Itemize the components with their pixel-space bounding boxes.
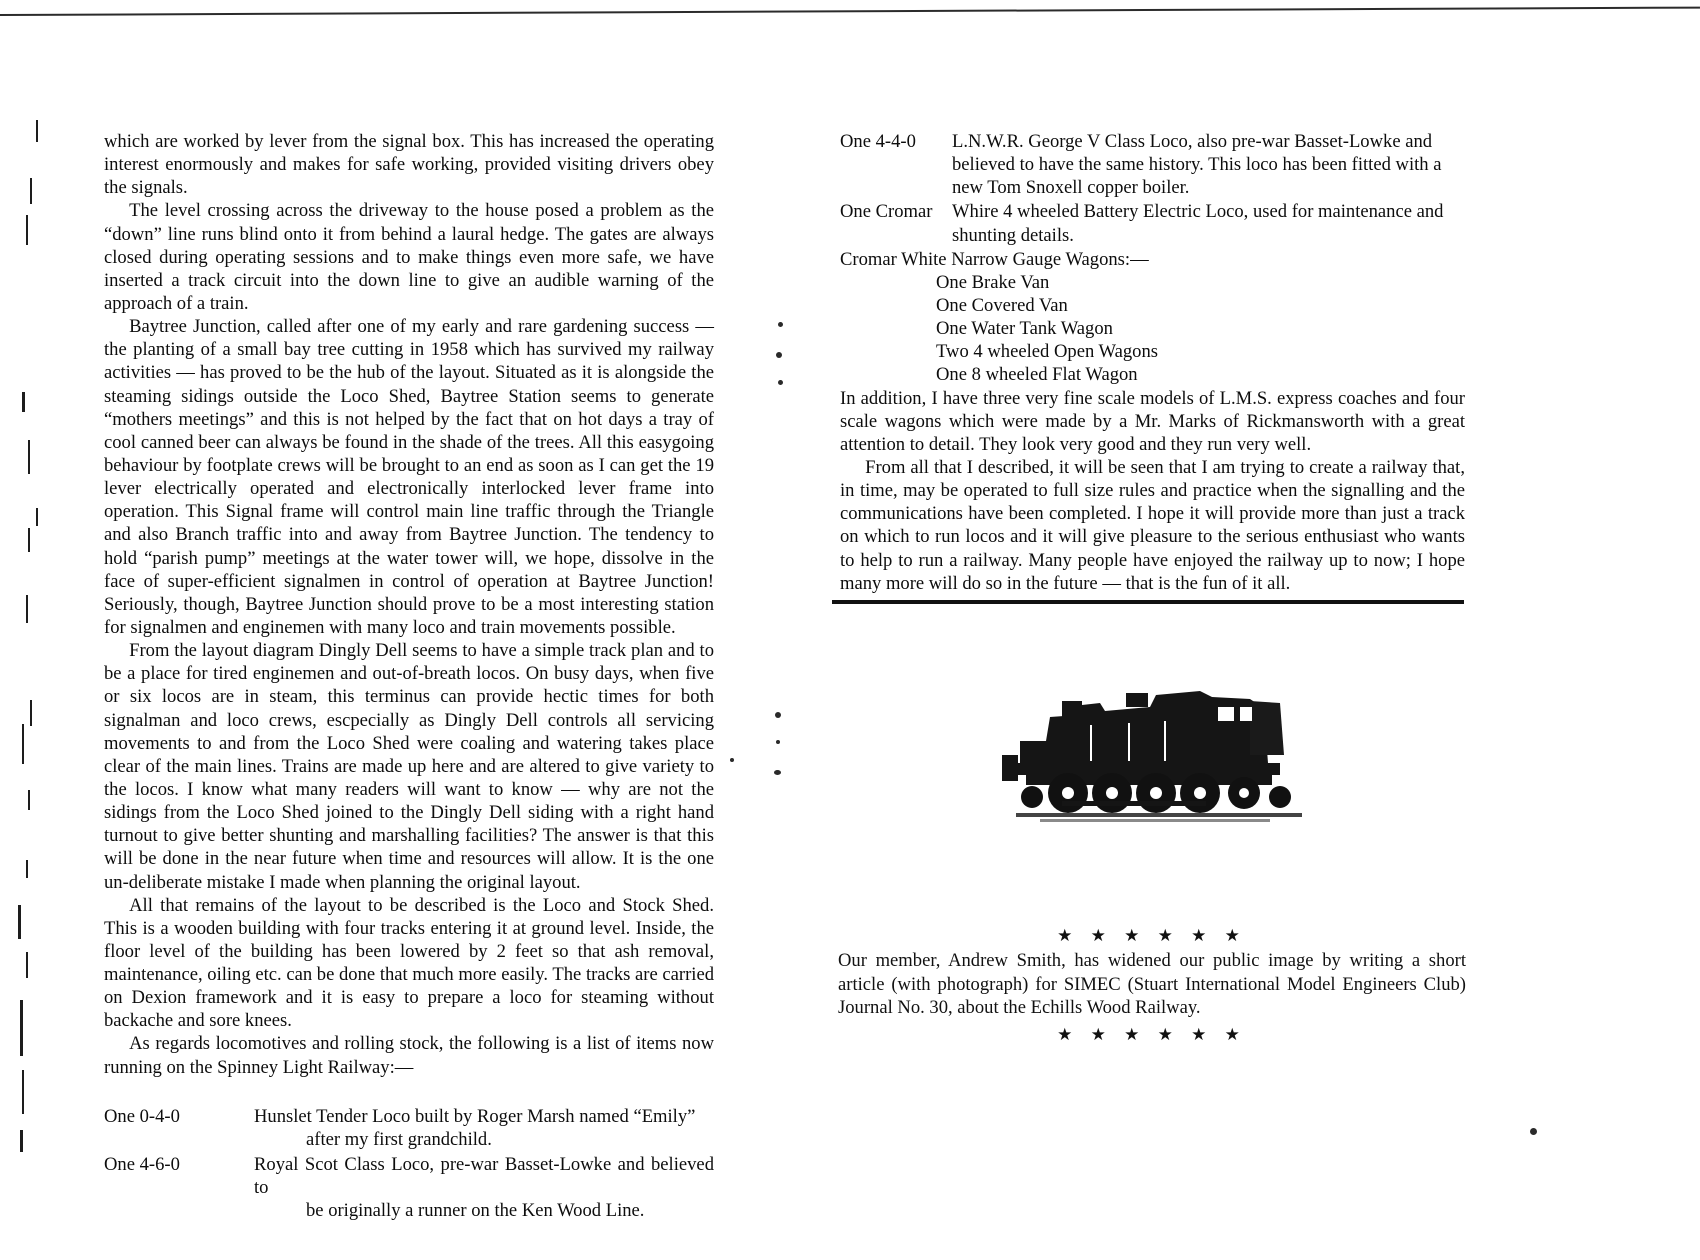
steam-locomotive-illustration: [950, 645, 1350, 855]
list-item: [840, 130, 1465, 199]
left-text-column: [104, 130, 714, 1224]
section-divider: [832, 600, 1464, 604]
scan-speck: [776, 740, 780, 744]
stock-quantity: One Cromar: [840, 201, 933, 223]
stock-description: [254, 1105, 714, 1151]
scan-edge-mark: [26, 595, 28, 623]
footer-note: [838, 925, 1466, 1045]
scan-edge-mark: [36, 120, 38, 142]
paragraph: The level crossing across the driveway to the house posed a problem as the “down” line runs blind onto it from behind a laural hedge. The gates are always closed during operating sessions and to make things even more safe, we have inserted a track circuit into the down line to give an audible warning of the approach of a train.: [104, 200, 714, 314]
footer-text: Our member, Andrew Smith, has widened our public image by writing a short article (with photograph) for SIMEC (Stuart International Model Engineers Club) Journal No. 30, about the Echills Wood Railway.: [838, 950, 1466, 1019]
stars-divider-bottom: ★ ★ ★ ★ ★ ★: [1057, 1024, 1247, 1044]
list-item: [104, 1153, 714, 1222]
scan-edge-mark: [30, 700, 32, 726]
paragraph: From the layout diagram Dingly Dell seems to have a simple track plan and to be a place for tired enginemen and out-of-breath locos. On busy days, when five or six locos are in steam, this terminus can provide hectic times for both signalman and loco crews, escpecially as Dingly Dell controls all servicing movements to and from the Loco Shed were coaling and watering takes place clear of the main lines. Trains are made up here and are altered to give variety to the locos. I know what many readers will want to know — why are not the sidings from the Loco Shed joined to the Dingly Dell siding with a right hand turnout to give better shunting and marshalling facilities? The answer is that this will be done in the near future when time and resources will allow. It is the one un-deliberate mistake I made when planning the original layout.: [104, 640, 714, 893]
paragraph: As regards locomotives and rolling stock, the following is a list of items now running on the Spinney Light Railway:—: [104, 1033, 714, 1078]
wagon-item: One Water Tank Wagon: [936, 318, 1113, 340]
stock-description: L.N.W.R. George V Class Loco, also pre-war Basset-Lowke and believed to have the same history. This loco has been fitted with a new Tom Snoxell copper boiler.: [952, 131, 1442, 199]
scan-edge-mark: [26, 952, 28, 978]
wagon-item: One Covered Van: [936, 294, 1068, 316]
scan-speck: [774, 770, 781, 775]
scan-speck: [778, 322, 783, 327]
stock-description: [254, 1153, 714, 1222]
stock-description-continuation: after my first grandchild.: [306, 1128, 492, 1150]
right-text-column: [840, 130, 1465, 595]
wagon-item: One 8 wheeled Flat Wagon: [936, 364, 1138, 386]
scan-edge-mark: [36, 508, 38, 526]
scan-edge-mark: [30, 178, 32, 204]
list-item: [104, 1105, 714, 1151]
stock-list: [104, 1105, 714, 1223]
scan-edge-mark: [22, 724, 24, 764]
scan-speck: [775, 712, 781, 718]
stock-description-line: Royal Scot Class Loco, pre-war Basset-Lowke and believed to: [254, 1154, 714, 1199]
paragraph: In addition, I have three very fine scale models of L.M.S. express coaches and four scale wagons which were made by a Mr. Marks of Rickmansworth with a great attention to detail. They look very good and they run very well.: [840, 387, 1465, 455]
scan-edge-mark: [26, 860, 28, 878]
scan-speck: [730, 758, 734, 762]
scan-speck: [778, 380, 783, 385]
stock-description-continuation: be originally a runner on the Ken Wood Line.: [306, 1200, 645, 1222]
list-item: [840, 200, 1465, 246]
scan-edge-mark: [26, 215, 28, 245]
stars-divider-top: ★ ★ ★ ★ ★ ★: [1057, 926, 1247, 945]
scan-edge-mark: [22, 1070, 24, 1114]
wagon-item: One Brake Van: [936, 271, 1050, 293]
scan-edge-mark: [28, 528, 30, 552]
paragraph: From all that I described, it will be seen that I am trying to create a railway that, in time, may be operated to full size rules and practice when the signalling and the communications have been completed. I hope it will provide more than just a track on which to run locos and it will give pleasure to the serious enthusiast who wants to help to run a railway. Many people have enjoyed the railway up to now; I hope many more will do so in the future — that is the fun of it all.: [840, 456, 1465, 594]
scan-edge-mark: [20, 1000, 23, 1056]
stock-quantity: One 4-6-0: [104, 1154, 180, 1176]
stock-description: Whire 4 wheeled Battery Electric Loco, used for maintenance and shunting details.: [952, 201, 1444, 246]
scan-edge-mark: [22, 392, 25, 412]
scan-speck: [1530, 1128, 1537, 1135]
scan-top-rule: [0, 7, 1700, 16]
scan-speck: [776, 352, 782, 358]
stock-quantity: One 4-4-0: [840, 131, 916, 152]
scan-edge-mark: [18, 905, 21, 939]
scan-edge-mark: [20, 1130, 23, 1152]
scan-edge-mark: [28, 790, 30, 810]
stock-description-line: Hunslet Tender Loco built by Roger Marsh named “Emily”: [254, 1105, 696, 1127]
paragraph: Baytree Junction, called after one of my early and rare gardening success — the planting of a small bay tree cutting in 1958 which has survived my railway activities — has proved to be the hub of the layout. Situated as it is alongside the steaming sidings outside the Loco Shed, Baytree Station seems to generate “mothers meetings” and this is not helped by the fact that on hot days a tray of cool canned beer can always be found in the shade of the trees. All this easygoing behaviour by footplate crews will be brought to an end as soon as I can get the 19 lever electrically operated and electronically interlocked lever frame into operation. This Signal frame will control main line traffic through the Triangle and also Branch traffic into and away from Baytree Junction. The tendency to hold “parish pump” meetings at the water tower will, we hope, dissolve in the face of super-efficient signalmen in control of operation at Baytree Junction! Seriously, though, Baytree Junction should prove to be a most interesting station for signalmen and enginemen with many loco and train movements possible.: [104, 316, 714, 638]
paragraph: which are worked by lever from the signal box. This has increased the operating interest enormously and makes for safe working, provided visiting drivers obey the signals.: [104, 131, 714, 199]
scan-edge-mark: [28, 440, 30, 474]
wagons-heading: Cromar White Narrow Gauge Wagons:—: [840, 248, 1149, 270]
paragraph: All that remains of the layout to be described is the Loco and Stock Shed. This is a wooden building with four tracks entering it at ground level. Inside, the floor level of the building has been lowered by 2 feet so that ash removal, maintenance, oiling etc. can be done that much more easily. The tracks are carried on Dexion framework and it is easy to prepare a loco for steaming without backache and sore knees.: [104, 894, 714, 1032]
stock-quantity: One 0-4-0: [104, 1105, 180, 1127]
wagon-item: Two 4 wheeled Open Wagons: [936, 341, 1158, 363]
